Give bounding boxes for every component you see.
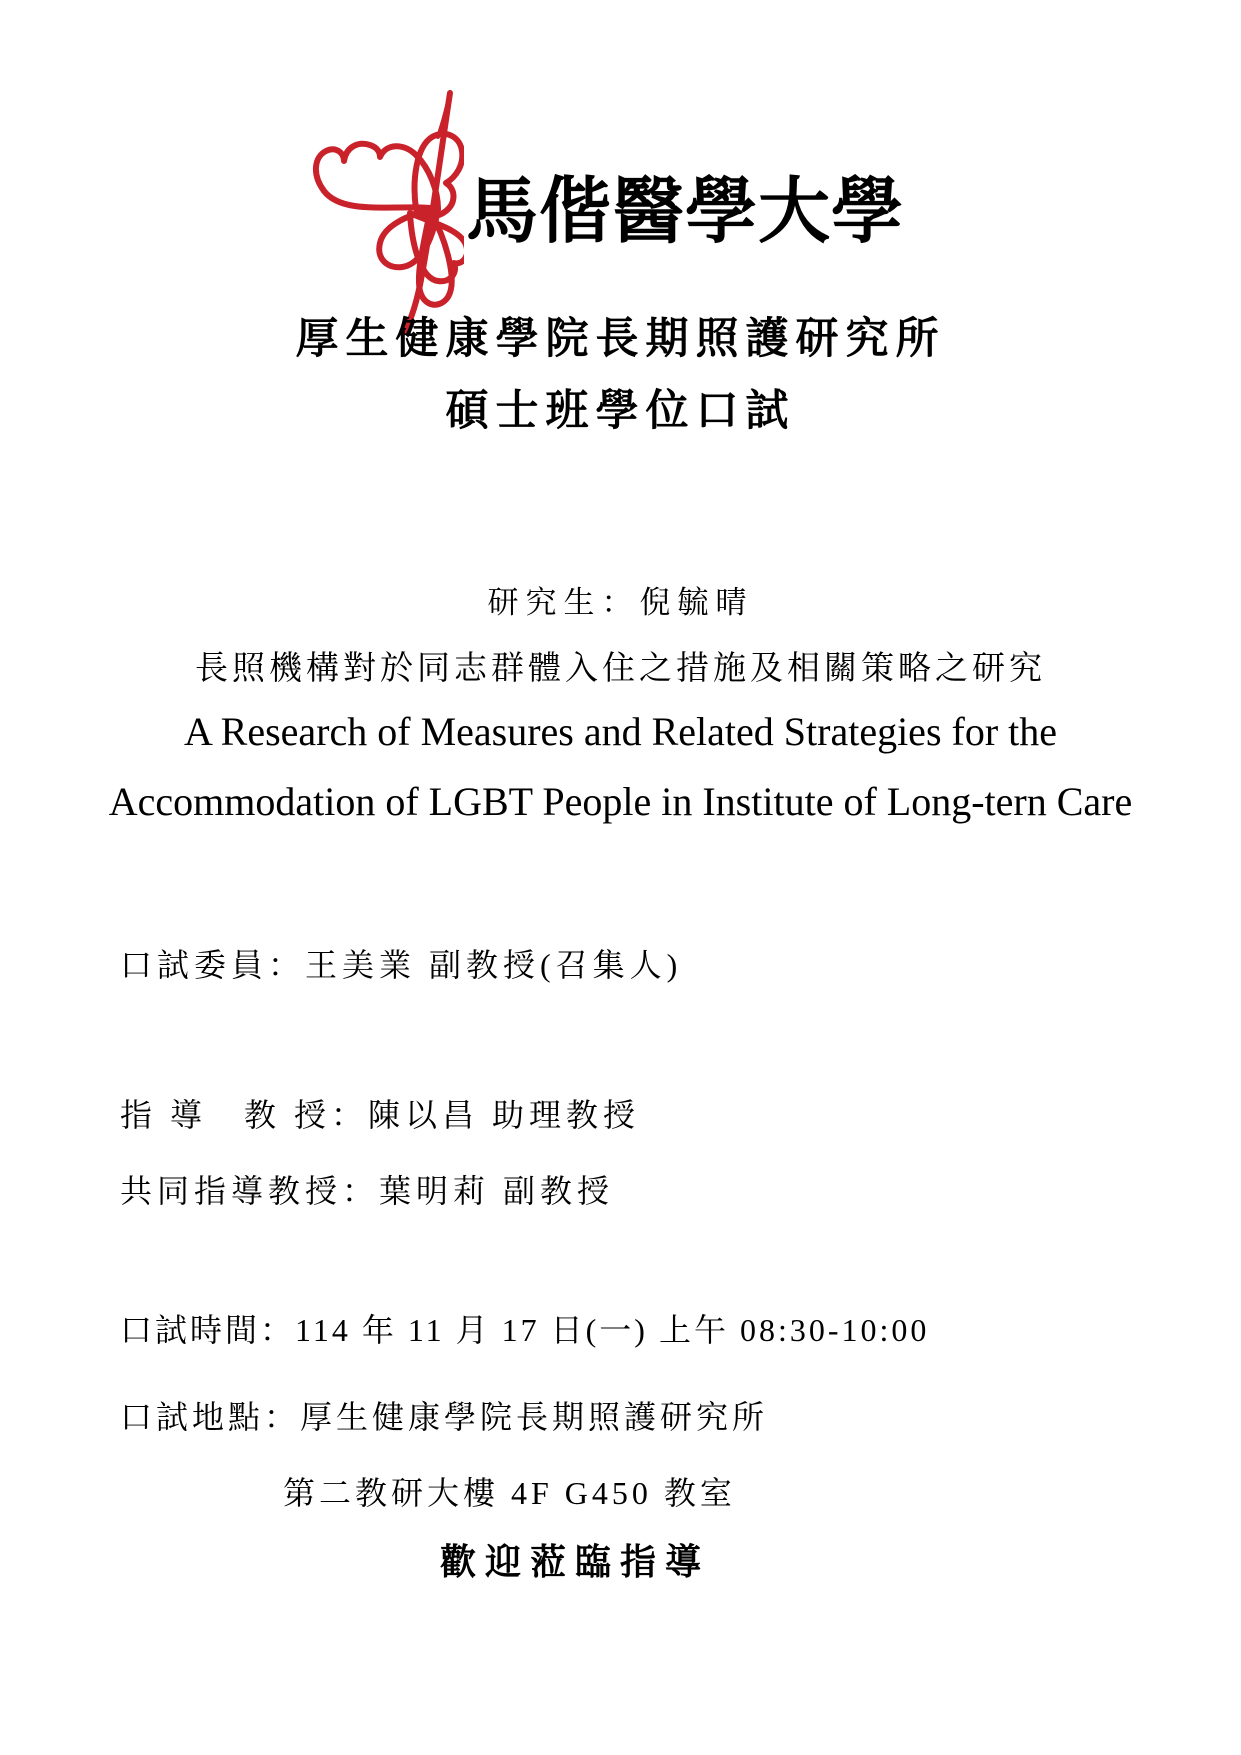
welcome-line: 歡迎蒞臨指導 bbox=[440, 1542, 711, 1582]
committee-line: 口試委員：王美業 副教授(召集人) bbox=[120, 947, 683, 983]
flower-logo-icon bbox=[292, 85, 464, 335]
thesis-title-en-line1: A Research of Measures and Related Strategies for the bbox=[183, 709, 1058, 754]
advisor-line: 指 導 教 授：陳以昌 助理教授 bbox=[120, 1097, 641, 1133]
co-advisor-line: 共同指導教授：葉明莉 副教授 bbox=[120, 1173, 615, 1209]
exam-place-line: 口試地點：厚生健康學院長期照護研究所 bbox=[120, 1399, 769, 1435]
institute-title: 厚生健康學院長期照護研究所 bbox=[295, 316, 946, 363]
thesis-title-en-line2: Accommodation of LGBT People in Institute of Long-tern Care bbox=[108, 779, 1133, 824]
thesis-title-zh: 長照機構對於同志群體入住之措施及相關策略之研究 bbox=[195, 651, 1046, 687]
university-logo bbox=[292, 85, 904, 335]
exam-title: 碩士班學位口試 bbox=[445, 388, 796, 435]
university-name: 馬偕醫學大學 bbox=[466, 172, 905, 252]
exam-time-line: 口試時間：114 年 11 月 17 日(一) 上午 08:30-10:00 bbox=[120, 1312, 930, 1348]
exam-place-line2: 第二教研大樓 4F G450 教室 bbox=[283, 1475, 736, 1511]
student-name-line: 研究生：倪毓晴 bbox=[487, 585, 754, 620]
